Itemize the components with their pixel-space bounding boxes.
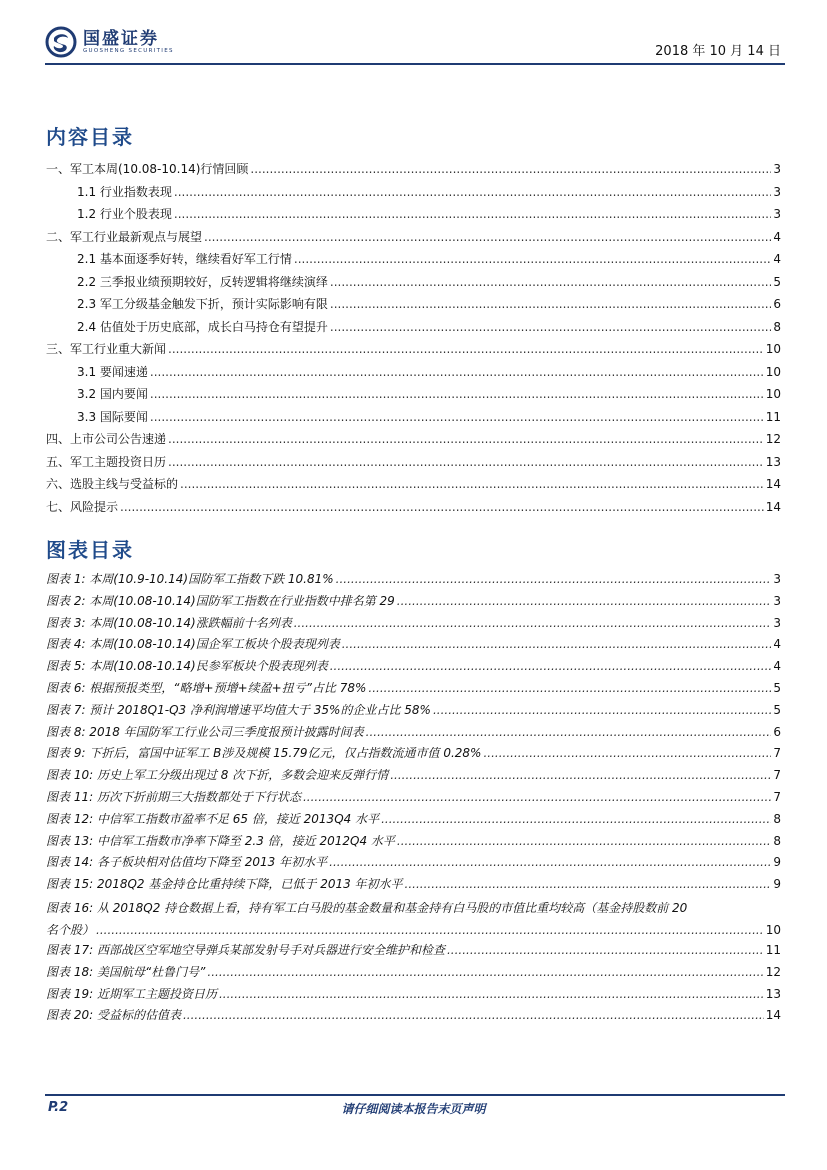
figures-entry-label: 图表 17: 西部战区空军地空导弹兵某部发射号手对兵器进行安全维护和检查 (46, 942, 445, 957)
figures-entry[interactable] (46, 701, 781, 723)
toc-entry-page: 14 (765, 477, 781, 491)
figures-entry-page: 11 (765, 942, 781, 957)
figures-entry-label: 图表 20: 受益标的估值表 (46, 1008, 181, 1023)
figures-entry[interactable] (46, 635, 781, 657)
page-header (45, 26, 785, 66)
figures-entry-leader (183, 1008, 764, 1022)
figures-entry-leader (483, 746, 771, 760)
toc-entry-label: 2.1 基本面逐季好转，继续看好军工行情 (77, 252, 292, 266)
figures-entry-leader (219, 987, 764, 1001)
toc-entry-leader (330, 275, 771, 289)
figures-entry-label: 图表 14: 各子板块相对估值均下降至 2013 年初水平 (46, 855, 328, 870)
figures-entry-label: 图表 12: 中信军工指数市盈率不足 65 倍，接近 2013Q4 水平 (46, 811, 380, 826)
toc-entry-label: 三、军工行业重大新闻 (46, 342, 167, 356)
figures-entry[interactable] (46, 1006, 781, 1028)
figures-entry-leader (405, 877, 771, 891)
figures-entry-page: 9 (773, 855, 781, 870)
figures-entry[interactable] (46, 766, 781, 788)
toc-entry-page: 4 (773, 229, 781, 244)
figures-entry-label: 图表 15: 2018Q2 基金持仓比重持续下降，已低于 2013 年初水平 (46, 877, 403, 892)
toc-entry[interactable] (46, 475, 781, 498)
toc-entry-page: 3 (773, 207, 781, 221)
toc-entry-label: 2.2 三季报业绩预期较好，反转逻辑将继续演绎 (77, 274, 328, 289)
figures-entry-page: 8 (773, 833, 781, 848)
toc-entry-leader (120, 500, 764, 514)
figures-entry-page: 14 (765, 1008, 781, 1023)
toc-entry-label: 七、风险提示 (46, 499, 119, 514)
toc-entry[interactable] (46, 273, 781, 296)
figures-entry-leader (397, 834, 771, 848)
toc-entry-label: 2.3 军工分级基金触发下折，预计实际影响有限 (77, 297, 328, 311)
figures-toc-list (46, 570, 781, 1028)
figures-entry[interactable] (46, 832, 781, 854)
toc-entry-page: 10 (765, 364, 781, 379)
figures-entry-leader (368, 681, 771, 695)
figures-entry[interactable] (46, 592, 781, 614)
header-divider (45, 63, 785, 65)
figures-entry-leader (329, 855, 771, 869)
figures-entry-leader (294, 616, 771, 630)
page-number: P.2 (48, 1100, 69, 1115)
figures-entry-page: 5 (773, 702, 781, 717)
toc-entry[interactable] (46, 228, 781, 251)
figures-entry-page: 7 (773, 746, 781, 761)
toc-entry-leader (150, 365, 764, 379)
figures-entry-label: 图表 13: 中信军工指数市净率下降至 2.3 倍，接近 2012Q4 水平 (46, 833, 395, 848)
toc-entry-page: 5 (773, 274, 781, 289)
figures-entry-label-tail: 名个股） (46, 922, 95, 937)
toc-entry-page: 3 (773, 162, 781, 176)
toc-entry[interactable] (46, 453, 781, 476)
toc-entry-page: 14 (765, 499, 781, 514)
footer-divider (45, 1094, 785, 1096)
figures-entry[interactable] (46, 941, 781, 963)
figures-entry-page: 3 (773, 572, 781, 586)
report-date: 2018 年 10 月 14 日 (655, 44, 781, 59)
toc-entry-page: 4 (773, 252, 781, 266)
toc-entry[interactable] (46, 160, 781, 183)
figures-entry-label: 图表 11: 历次下折前期三大指数都处于下行状态 (46, 789, 301, 804)
toc-entry[interactable] (46, 250, 781, 273)
figures-entry-label: 图表 8: 2018 年国防军工行业公司三季度报预计披露时间表 (46, 724, 364, 739)
figures-entry-page: 6 (773, 724, 781, 739)
toc-entry-leader (150, 387, 764, 401)
toc-entry[interactable] (46, 430, 781, 453)
figures-entry-label: 图表 5: 本周(10.08-10.14)民参军板块个股表现列表 (46, 659, 328, 674)
figures-entry[interactable] (46, 614, 781, 636)
toc-entry-leader (330, 320, 771, 334)
figures-entry[interactable] (46, 570, 781, 592)
toc-entry-label: 1.1 行业指数表现 (77, 184, 172, 199)
company-logo (45, 26, 174, 58)
figures-entry[interactable] (46, 875, 781, 897)
figures-entry-leader (336, 572, 771, 586)
toc-entry-label: 二、军工行业最新观点与展望 (46, 229, 203, 244)
figures-entry-label: 图表 9: 下折后，富国中证军工 B涉及规模 15.79亿元，仅占指数流通市值 0.28% (46, 746, 482, 761)
figures-entry-page: 8 (773, 811, 781, 826)
figures-entry-leader (366, 725, 771, 739)
figures-entry-page: 7 (773, 768, 781, 783)
figures-entry-page: 7 (773, 789, 781, 804)
toc-entry-leader (330, 297, 771, 311)
toc-list (46, 160, 781, 520)
figures-entry[interactable] (46, 985, 781, 1007)
figures-entry-label: 图表 16: 从 2018Q2 持仓数据上看，持有军工白马股的基金数量和基金持有白马股的市值比重均较高（基金持股数前 20 (46, 900, 688, 915)
figures-entry-label: 图表 6: 根据预报类型，“略增+预增+续盈+扭亏”占比 78% (46, 680, 367, 695)
figures-entry[interactable] (46, 963, 781, 985)
figures-entry[interactable] (46, 853, 781, 875)
figures-entry-leader (433, 703, 771, 717)
figures-entry-label: 图表 1: 本周(10.9-10.14)国防军工指数下跌 10.81% (46, 572, 334, 586)
figures-entry-leader (96, 919, 764, 941)
figures-entry-leader (342, 637, 771, 651)
toc-entry-page: 12 (765, 432, 781, 446)
logo-chinese-name: 国盛证券 (83, 29, 159, 49)
logo-mark-icon (45, 26, 77, 58)
toc-entry-label: 五、军工主题投资日历 (46, 454, 167, 469)
toc-entry-leader (204, 230, 771, 244)
figures-entry-leader (390, 768, 771, 782)
toc-entry[interactable] (46, 318, 781, 341)
figures-toc-title: 图表目录 (46, 538, 134, 562)
figures-entry-page: 10 (765, 922, 781, 937)
toc-entry-label: 1.2 行业个股表现 (77, 207, 172, 221)
figures-entry-page: 3 (773, 593, 781, 608)
figures-entry[interactable] (46, 788, 781, 810)
toc-entry-leader (294, 252, 771, 266)
toc-entry-leader (174, 185, 771, 199)
figures-entry-label: 图表 7: 预计 2018Q1-Q3 净利润增速平均值大于 35%的企业占比 58% (46, 702, 431, 717)
figures-entry-page: 12 (765, 964, 781, 979)
figures-entry-leader (397, 594, 771, 608)
toc-entry-label: 2.4 估值处于历史底部，成长白马持仓有望提升 (77, 319, 328, 334)
toc-entry[interactable] (46, 385, 781, 408)
figures-entry-page: 9 (773, 877, 781, 892)
toc-entry[interactable] (46, 408, 781, 431)
figures-entry[interactable] (46, 657, 781, 679)
figures-entry[interactable] (46, 897, 781, 941)
figures-entry-label: 图表 2: 本周(10.08-10.14)国防军工指数在行业指数中排名第 29 (46, 593, 395, 608)
figures-entry-page: 4 (773, 659, 781, 674)
figures-entry-label: 图表 19: 近期军工主题投资日历 (46, 986, 217, 1001)
toc-entry-leader (168, 342, 764, 356)
toc-entry-label: 3.1 要闻速递 (77, 364, 148, 379)
figures-entry-leader (330, 659, 771, 673)
toc-entry-leader (168, 432, 764, 446)
toc-entry[interactable] (46, 295, 781, 318)
toc-entry-label: 一、军工本周(10.08-10.14)行情回顾 (46, 162, 249, 176)
figures-entry-page: 3 (773, 615, 781, 630)
figures-entry-leader (207, 965, 763, 979)
figures-entry-label: 图表 3: 本周(10.08-10.14)涨跌幅前十名列表 (46, 615, 292, 630)
figures-entry-label: 图表 18: 美国航母“杜鲁门号” (46, 964, 206, 979)
toc-entry-label: 3.3 国际要闻 (77, 409, 148, 424)
toc-entry-page: 3 (773, 184, 781, 199)
toc-entry-page: 10 (765, 387, 781, 401)
toc-entry-leader (180, 477, 764, 491)
figures-entry-page: 5 (773, 680, 781, 695)
toc-entry[interactable] (46, 363, 781, 386)
toc-entry-label: 六、选股主线与受益标的 (46, 477, 179, 491)
toc-entry-leader (150, 410, 764, 424)
figures-entry-leader (381, 812, 771, 826)
toc-entry[interactable] (46, 340, 781, 363)
figures-entry-page: 13 (765, 986, 781, 1001)
toc-entry[interactable] (46, 183, 781, 206)
figures-entry[interactable] (46, 810, 781, 832)
figures-entry-label: 图表 10: 历史上军工分级出现过 8 次下折，多数会迎来反弹行情 (46, 768, 389, 783)
toc-entry-leader (168, 455, 764, 469)
footer-disclaimer: 请仔细阅读本报告末页声明 (341, 1102, 486, 1116)
toc-entry[interactable] (46, 205, 781, 228)
toc-entry-page: 6 (773, 297, 781, 311)
figures-entry-continuation (46, 919, 781, 941)
figures-entry[interactable] (46, 723, 781, 745)
toc-entry-page: 13 (765, 454, 781, 469)
toc-entry-page: 8 (773, 319, 781, 334)
toc-entry-page: 11 (765, 409, 781, 424)
logo-english-name: GUOSHENG SECURITIES (83, 48, 174, 54)
toc-entry-leader (174, 207, 771, 221)
toc-entry-label: 3.2 国内要闻 (77, 387, 148, 401)
figures-entry-leader (303, 790, 771, 804)
figures-entry-label: 图表 4: 本周(10.08-10.14)国企军工板块个股表现列表 (46, 637, 340, 652)
figures-entry[interactable] (46, 679, 781, 701)
figures-entry[interactable] (46, 744, 781, 766)
figures-entry-leader (447, 943, 764, 957)
toc-title: 内容目录 (46, 125, 134, 149)
toc-entry[interactable] (46, 498, 781, 521)
toc-entry-page: 10 (765, 342, 781, 356)
toc-entry-leader (250, 162, 771, 176)
figures-entry-page: 4 (773, 637, 781, 652)
toc-entry-label: 四、上市公司公告速递 (46, 432, 167, 446)
